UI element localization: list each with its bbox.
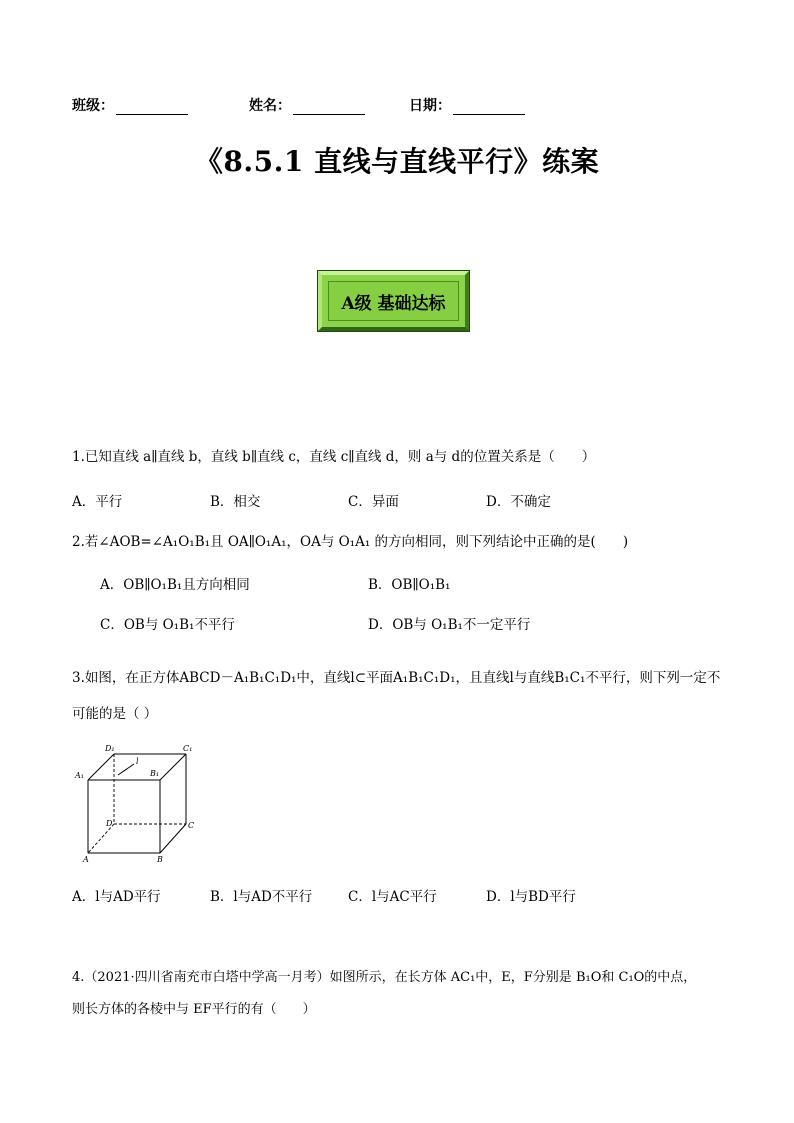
edge-a1d1	[88, 754, 114, 780]
class-field	[72, 95, 188, 115]
edge-bc	[160, 824, 186, 853]
label-d: D	[106, 819, 113, 828]
cube-figure	[74, 740, 210, 864]
date-blank[interactable]	[453, 100, 525, 115]
label-d1: D₁	[105, 744, 115, 753]
label-a1: A₁	[75, 771, 84, 780]
q1-option-a[interactable]: A．平行	[72, 494, 123, 510]
q3-option-a[interactable]: A．l与AD平行	[72, 889, 161, 905]
class-label: 班级：	[72, 98, 114, 114]
q1-option-c[interactable]: C．异面	[348, 494, 399, 510]
label-c1: C₁	[183, 744, 193, 753]
q1-option-b[interactable]: B．相交	[210, 494, 261, 510]
question-1-text: 1.已知直线 a∥直线 b，直线 b∥直线 c，直线 c∥直线 d，则 a与 d的位置关系是（ ）	[72, 449, 596, 465]
level-badge-label: A级 基础达标	[328, 281, 459, 321]
label-l: l	[136, 757, 139, 766]
class-blank[interactable]	[116, 100, 188, 115]
level-badge	[318, 271, 469, 331]
label-c: C	[188, 821, 195, 830]
edge-ad	[88, 824, 114, 853]
label-b1: B₁	[150, 769, 160, 778]
label-a: A	[83, 855, 89, 864]
label-b: B	[157, 855, 163, 864]
question-3-line-1: 3.如图，在正方体ABCD－A₁B₁C₁D₁中，直线l⊂平面A₁B₁C₁D₁，且直线l与直线B₁C₁不平行，则下列一定不	[72, 670, 721, 686]
question-4-line-2: 则长方体的各棱中与 EF平行的有（ ）	[72, 1002, 316, 1017]
q2-option-a[interactable]: A．OB∥O₁B₁且方向相同	[100, 577, 250, 593]
date-field	[409, 95, 525, 115]
question-4-line-1: 4.（2021·四川省南充市白塔中学高一月考）如图所示，在长方体 AC₁中，E，F分别是 B₁O和 C₁O的中点，	[72, 970, 697, 985]
q2-option-d[interactable]: D．OB与 O₁B₁不一定平行	[368, 617, 531, 633]
q3-option-b[interactable]: B．l与AD不平行	[210, 889, 313, 905]
q2-option-c[interactable]: C．OB与 O₁B₁不平行	[100, 617, 235, 633]
name-label: 姓名：	[249, 98, 291, 114]
question-2-text: 2.若∠AOB=∠A₁O₁B₁且 OA∥O₁A₁，OA与 O₁A₁ 的方向相同，则下列结论中正确的是( )	[72, 534, 629, 550]
q1-option-d[interactable]: D．不确定	[486, 494, 551, 510]
edge-b1c1	[160, 754, 186, 780]
question-3-line-2: 可能的是（ ）	[72, 706, 158, 722]
line-l	[118, 764, 134, 775]
page-title: 《8.5.1 直线与直线平行》练案	[194, 145, 600, 178]
date-label: 日期：	[409, 98, 451, 114]
header-row	[72, 95, 732, 119]
q3-option-c[interactable]: C．l与AC平行	[348, 889, 437, 905]
q2-option-b[interactable]: B．OB∥O₁B₁	[368, 577, 451, 593]
q3-option-d[interactable]: D．l与BD平行	[486, 889, 576, 905]
name-field	[249, 95, 365, 115]
name-blank[interactable]	[293, 100, 365, 115]
